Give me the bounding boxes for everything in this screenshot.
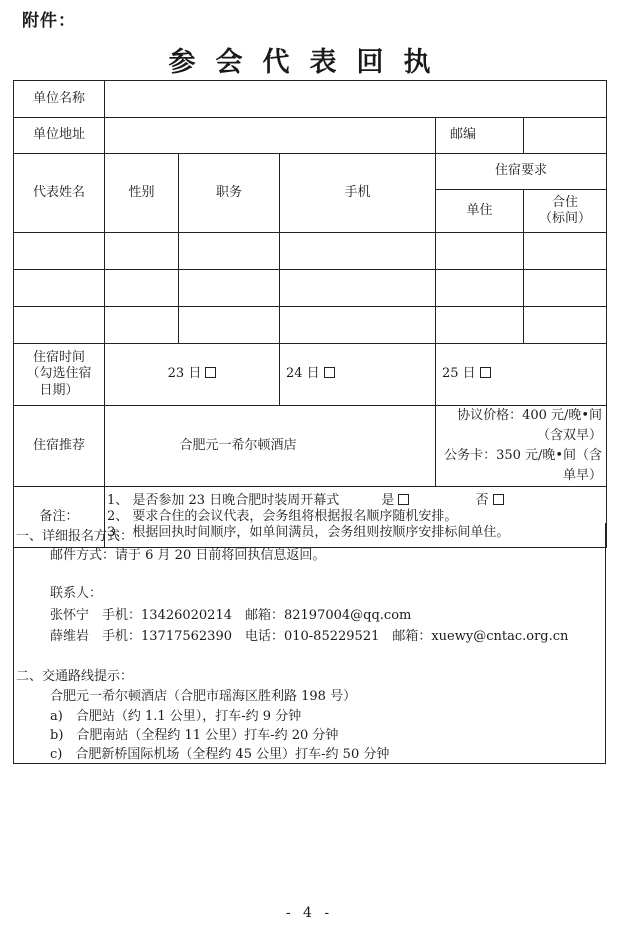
single-cell[interactable] xyxy=(436,307,524,344)
position-cell[interactable] xyxy=(179,233,280,270)
stay-time-line-3: 日期） xyxy=(39,382,79,398)
day-24-label: 24 日 xyxy=(286,366,320,382)
hotel-name: 合肥元一希尔顿酒店 xyxy=(105,406,436,487)
stay-time-line-1: 住宿时间 xyxy=(32,350,85,366)
day-23-option[interactable] xyxy=(105,344,280,406)
unit-name-field[interactable] xyxy=(105,81,607,118)
contact-2: 薛维岩 手机：13717562390 电话：010-85229521 邮箱：xuewy@cntac.org.cn xyxy=(50,629,569,644)
postcode-field[interactable] xyxy=(524,118,607,154)
day-23-checkbox[interactable] xyxy=(205,367,216,378)
no-label: 否 xyxy=(475,492,489,508)
mobile-header: 手机 xyxy=(280,154,436,233)
rep-name-cell[interactable] xyxy=(14,270,105,307)
rep-name-header: 代表姓名 xyxy=(14,154,105,233)
position-cell[interactable] xyxy=(179,270,280,307)
single-cell[interactable] xyxy=(436,233,524,270)
table-row xyxy=(14,307,607,344)
note-3: 3、 根据回执时间顺序，如单间满员，会务组则按顺序安排标间单住。 xyxy=(107,525,510,541)
gender-cell[interactable] xyxy=(105,270,179,307)
lodging-req-header: 住宿要求 xyxy=(436,154,607,190)
mobile-cell[interactable] xyxy=(280,307,436,344)
stay-time-line-2: （勾选住宿 xyxy=(26,366,92,382)
unit-address-label: 单位地址 xyxy=(14,118,105,154)
no-checkbox[interactable] xyxy=(493,494,504,505)
contact-1: 张怀宁 手机：13426020214 邮箱：82197004@qq.com xyxy=(50,608,412,623)
yes-checkbox[interactable] xyxy=(398,494,409,505)
position-cell[interactable] xyxy=(179,307,280,344)
yes-label: 是 xyxy=(381,492,395,508)
transport-heading: 二、交通路线提示： xyxy=(16,669,134,684)
email-method: 邮件方式：请于 6 月 20 日前将回执信息返回。 xyxy=(50,548,326,563)
unit-name-label: 单位名称 xyxy=(14,81,105,118)
day-25-label: 25 日 xyxy=(442,366,476,382)
route-c: c) 合肥新桥国际机场（全程约 45 公里）打车-约 50 分钟 xyxy=(50,747,390,762)
rep-name-cell[interactable] xyxy=(14,233,105,270)
gender-header: 性别 xyxy=(105,154,179,233)
route-a: a) 合肥站（约 1.1 公里），打车-约 9 分钟 xyxy=(50,709,302,724)
hotel-rec-label: 住宿推荐 xyxy=(14,406,105,487)
gender-cell[interactable] xyxy=(105,233,179,270)
shared-cell[interactable] xyxy=(524,307,607,344)
single-room-header: 单住 xyxy=(436,190,524,233)
route-b: b) 合肥南站（全程约 11 公里）打车-约 20 分钟 xyxy=(50,728,339,743)
rep-name-cell[interactable] xyxy=(14,307,105,344)
page-number: - 4 - xyxy=(285,905,334,921)
gender-cell[interactable] xyxy=(105,307,179,344)
shared-cell[interactable] xyxy=(524,270,607,307)
table-row xyxy=(14,270,607,307)
mobile-cell[interactable] xyxy=(280,233,436,270)
day-24-option[interactable] xyxy=(280,344,436,406)
day-24-checkbox[interactable] xyxy=(324,367,335,378)
day-25-option[interactable] xyxy=(436,344,607,406)
price-info xyxy=(436,406,607,487)
day-23-label: 23 日 xyxy=(167,366,202,382)
postcode-label: 邮编 xyxy=(436,118,524,154)
registration-heading: 一、详细报名方式： xyxy=(16,529,134,544)
yes-option[interactable] xyxy=(381,493,409,508)
receipt-form-table xyxy=(13,80,607,548)
note-1-text: 1、 是否参加 23 日晚合肥时装周开幕式 xyxy=(107,492,340,508)
table-row xyxy=(14,233,607,270)
unit-address-field[interactable] xyxy=(105,118,436,154)
official-card-price: 公务卡：350 元/晚•间（含单早） xyxy=(444,448,603,483)
no-option[interactable] xyxy=(476,493,504,508)
page-title: 参会代表回执 xyxy=(168,47,451,78)
contacts-label: 联系人： xyxy=(50,586,103,601)
attachment-label: 附件： xyxy=(22,11,76,31)
position-header: 职务 xyxy=(179,154,280,233)
note-2: 2、 要求合住的会议代表，会务组将根据报名顺序随机安排。 xyxy=(107,508,458,524)
remarks-label: 备注： xyxy=(14,487,105,548)
shared-label: 合住 xyxy=(552,194,579,210)
shared-room-header xyxy=(524,190,607,233)
single-cell[interactable] xyxy=(436,270,524,307)
hotel-address: 合肥元一希尔顿酒店（合肥市瑶海区胜利路 198 号） xyxy=(50,689,357,704)
note-1 xyxy=(107,493,606,509)
mobile-cell[interactable] xyxy=(280,270,436,307)
stay-time-label xyxy=(14,344,105,406)
info-section xyxy=(13,523,606,764)
twin-room-label: （标间） xyxy=(539,211,592,226)
day-25-checkbox[interactable] xyxy=(480,367,491,378)
shared-cell[interactable] xyxy=(524,233,607,270)
agreement-price: 协议价格：400 元/晚•间（含双早） xyxy=(457,408,603,443)
